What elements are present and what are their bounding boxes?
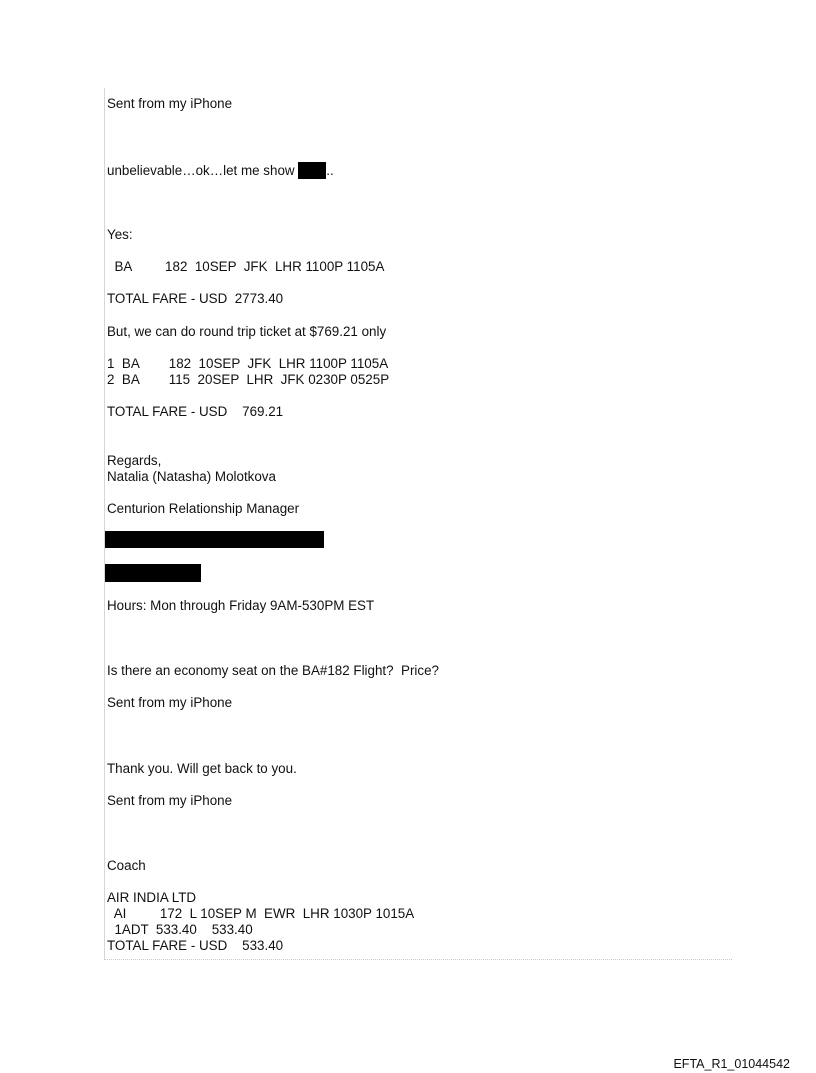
email-thread: [104, 88, 732, 960]
itinerary-line: 1 BA 182 10SEP JFK LHR 1100P 1105A: [107, 356, 389, 371]
iphone-signature: Sent from my iPhone: [107, 96, 233, 111]
itinerary-line: 2 BA 115 20SEP LHR JFK 0230P 0525P: [107, 372, 390, 387]
fare-detail: 1ADT 533.40 533.40: [107, 922, 253, 937]
redaction-box: [105, 564, 201, 582]
redaction-box: [105, 531, 324, 548]
total-fare: TOTAL FARE - USD 533.40: [107, 938, 284, 953]
document-id: EFTA_R1_01044542: [673, 1057, 790, 1071]
itinerary-line: AI 172 L 10SEP M EWR LHR 1030P 1015A: [107, 906, 415, 921]
message-opening: Coach: [107, 858, 146, 873]
message-text-after: ..: [326, 163, 334, 178]
round-trip-offer: But, we can do round trip ticket at $769.21 only: [107, 324, 387, 339]
total-fare: TOTAL FARE - USD 2773.40: [107, 291, 284, 306]
iphone-signature: Sent from my iPhone: [107, 695, 233, 710]
message-text: Thank you. Will get back to you.: [107, 761, 297, 776]
redaction-box: [298, 162, 326, 179]
total-fare: TOTAL FARE - USD 769.21: [107, 404, 284, 419]
airline-name: AIR INDIA LTD: [107, 890, 197, 905]
business-hours: Hours: Mon through Friday 9AM-530PM EST: [107, 598, 375, 613]
message-question: Is there an economy seat on the BA#182 Flight? Price?: [107, 663, 439, 678]
message-opening: Yes:: [107, 227, 133, 242]
message-text: [107, 162, 334, 179]
iphone-signature: Sent from my iPhone: [107, 793, 233, 808]
sender-title: Centurion Relationship Manager: [107, 501, 300, 516]
sender-name: Natalia (Natasha) Molotkova: [107, 469, 276, 484]
closing: Regards,: [107, 453, 162, 468]
message-text-before: unbelievable…ok…let me show: [107, 163, 299, 178]
itinerary-line: BA 182 10SEP JFK LHR 1100P 1105A: [107, 259, 385, 274]
